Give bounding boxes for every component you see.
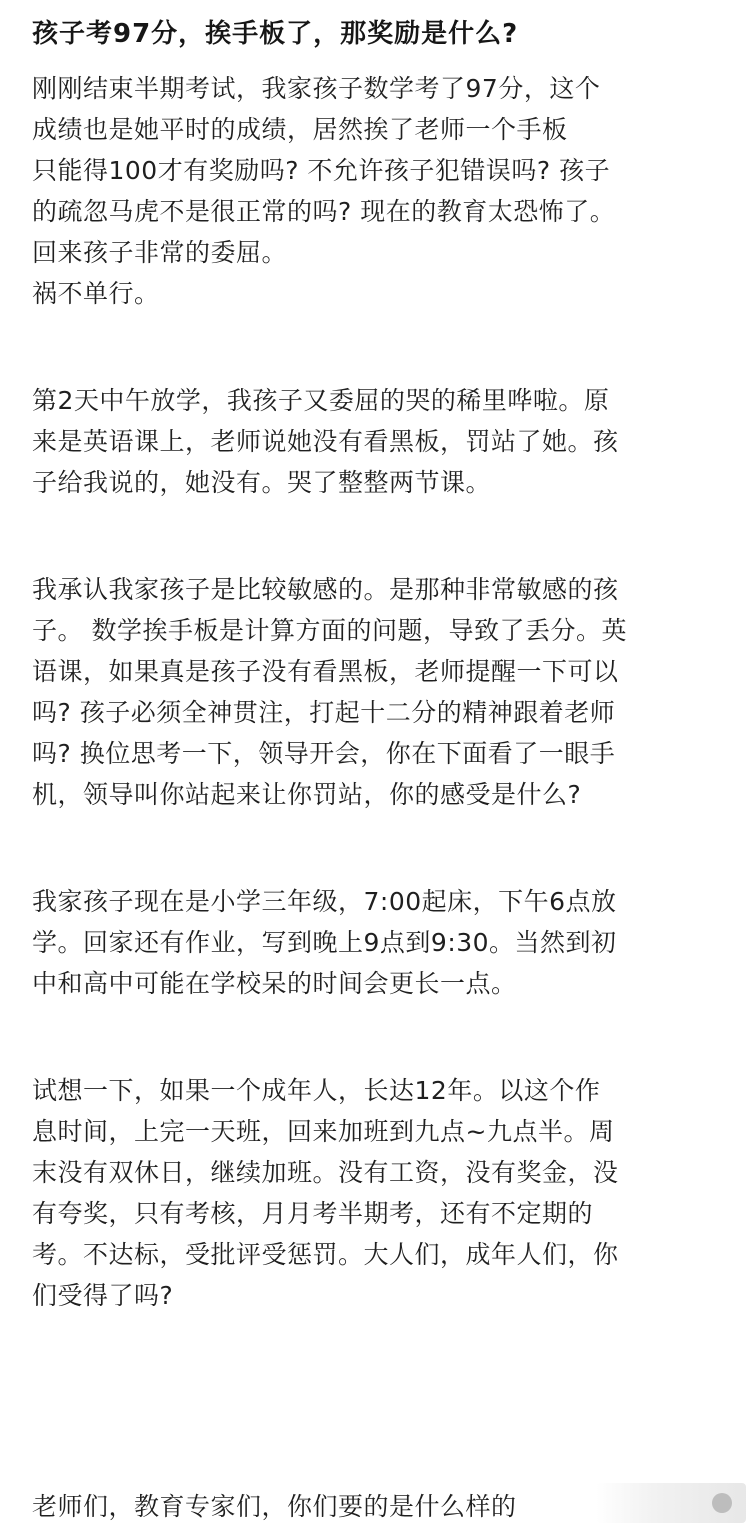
- paragraph-5-line-3: 末没有双休日，继续加班。没有工资，没有奖金，没: [32, 1158, 619, 1187]
- paragraph-1-line-6: 祸不单行。: [32, 279, 160, 308]
- paragraph-2-line-2: 来是英语课上，老师说她没有看黑板，罚站了她。孩: [32, 427, 619, 456]
- paragraph-4-line-3: 中和高中可能在学校呆的时间会更长一点。: [32, 969, 517, 998]
- paragraph-1-line-4: 的疏忽马虎不是很正常的吗? 现在的教育太恐怖了。: [32, 197, 616, 226]
- paragraph-2-line-1: 第2天中午放学，我孩子又委屈的哭的稀里哗啦。原: [32, 386, 610, 415]
- paragraph-3-line-1: 我承认我家孩子是比较敏感的。是那种非常敏感的孩: [32, 575, 619, 604]
- paragraph-5-line-1: 试想一下，如果一个成年人，长达12年。以这个作: [32, 1076, 601, 1105]
- paragraph-gap: [32, 314, 732, 380]
- paragraph-2-line-3: 子给我说的，她没有。哭了整整两节课。: [32, 468, 492, 497]
- watermark-overlay: [596, 1483, 746, 1523]
- paragraph-6-line-1: 老师们，教育专家们，你们要的是什么样的: [32, 1492, 517, 1521]
- post-title: 孩子考97分，挨手板了，那奖励是什么?: [32, 19, 519, 49]
- paragraph-gap: [32, 503, 732, 569]
- paragraph-4-line-2: 学。回家还有作业，写到晚上9点到9:30。当然到初: [32, 928, 617, 957]
- paragraph-4-line-1: 我家孩子现在是小学三年级，7:00起床，下午6点放: [32, 887, 617, 916]
- paragraph-3-line-5: 吗? 换位思考一下，领导开会，你在下面看了一眼手: [32, 739, 616, 768]
- paragraph-gap: [32, 1004, 732, 1070]
- paragraph-3-line-3: 语课，如果真是孩子没有看黑板，老师提醒一下可以: [32, 657, 619, 686]
- paragraph-3-line-2: 子。 数学挨手板是计算方面的问题，导致了丢分。英: [32, 616, 627, 645]
- paragraph-1-line-5: 回来孩子非常的委屈。: [32, 238, 288, 267]
- paragraph-1-line-1: 刚刚结束半期考试，我家孩子数学考了97分，这个: [32, 74, 601, 103]
- paragraph-3-line-4: 吗? 孩子必须全神贯注，打起十二分的精神跟着老师: [32, 698, 616, 727]
- paragraph-3-line-6: 机，领导叫你站起来让你罚站，你的感受是什么?: [32, 780, 582, 809]
- post-body: [32, 68, 732, 1316]
- paragraph-5-line-2: 息时间，上完一天班，回来加班到九点~九点半。周: [32, 1117, 615, 1146]
- paragraph-gap: [32, 815, 732, 881]
- paragraph-5-line-6: 们受得了吗?: [32, 1281, 174, 1310]
- paragraph-5-line-4: 有夸奖，只有考核，月月考半期考，还有不定期的: [32, 1199, 594, 1228]
- paragraph-1-line-2: 成绩也是她平时的成绩，居然挨了老师一个手板: [32, 115, 568, 144]
- paragraph-5-line-5: 考。不达标，受批评受惩罚。大人们，成年人们，你: [32, 1240, 619, 1269]
- watermark-logo-icon: [712, 1493, 732, 1513]
- paragraph-1-line-3: 只能得100才有奖励吗? 不允许孩子犯错误吗? 孩子: [32, 156, 611, 185]
